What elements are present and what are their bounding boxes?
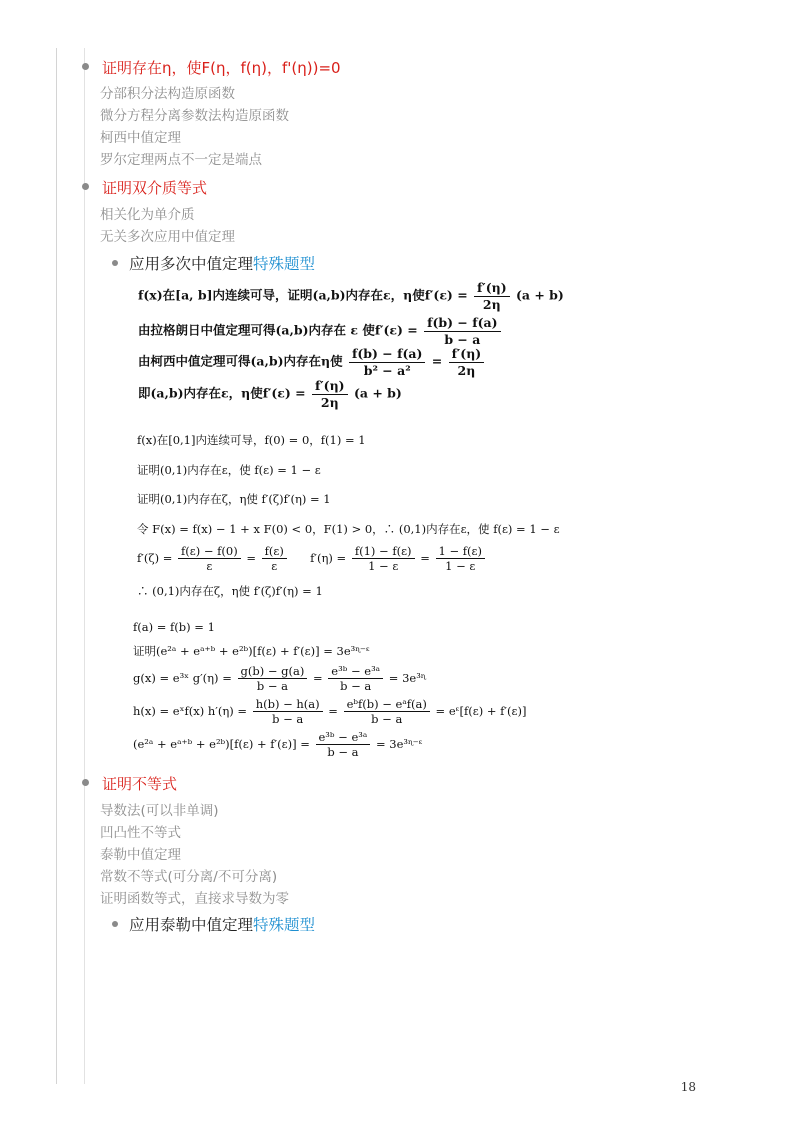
outline-guide-line bbox=[56, 48, 57, 1084]
denominator: b − a bbox=[340, 679, 372, 694]
fraction bbox=[328, 664, 383, 694]
numerator: f′(η) bbox=[312, 378, 348, 395]
formula-text: = 3e³ᶯ⁻ᵋ bbox=[375, 736, 423, 751]
numerator: 1 − f(ε) bbox=[436, 544, 485, 559]
numerator: f(1) − f(ε) bbox=[352, 544, 415, 559]
denominator: ε bbox=[271, 559, 278, 574]
denominator: 1 − ε bbox=[368, 559, 399, 574]
formula-line: 令 F(x) = f(x) − 1 + x F(0) < 0，F(1) > 0，∴ (0,1)内存在ε，使 f(ε) = 1 − ε bbox=[137, 522, 560, 536]
formula-text: f(x)在[a, b]内连续可导，证明(a,b)内存在ε，η使f′(ε) = bbox=[138, 287, 468, 303]
fraction bbox=[238, 664, 308, 694]
formula-line: f(x)在[0,1]内连续可导，f(0) = 0，f(1) = 1 bbox=[137, 433, 366, 447]
denominator: 2η bbox=[482, 296, 501, 312]
formula-text: = bbox=[420, 550, 430, 565]
denominator: 2η bbox=[320, 394, 339, 410]
formula-line bbox=[137, 544, 487, 574]
formula-text: (a + b) bbox=[515, 287, 564, 303]
denominator: b − a bbox=[444, 331, 481, 347]
formula-line: 证明(e²ᵃ + eᵃ⁺ᵇ + e²ᵇ)[f(ε) + f′(ε)] = 3e³ᶯ⁻ᵋ bbox=[133, 644, 370, 658]
bullet-icon bbox=[82, 63, 89, 70]
denominator: b² − a² bbox=[363, 362, 411, 378]
formula-text: = bbox=[328, 703, 338, 718]
numerator: e³ᵇ − e³ᵃ bbox=[316, 730, 371, 745]
denominator: b − a bbox=[256, 679, 288, 694]
formula-line bbox=[138, 346, 486, 378]
fraction bbox=[344, 697, 430, 727]
special-topic-link[interactable]: 特殊题型 bbox=[253, 255, 316, 273]
formula-text: = bbox=[246, 550, 257, 565]
formula-line bbox=[138, 315, 503, 347]
denominator: 2η bbox=[457, 362, 476, 378]
formula-text: g(x) = e³ˣ g′(η) = bbox=[133, 670, 232, 685]
denominator: ε bbox=[206, 559, 213, 574]
formula-text: = bbox=[313, 670, 323, 685]
fraction bbox=[316, 730, 371, 760]
subheading bbox=[129, 252, 315, 274]
numerator: f(ε) − f(0) bbox=[178, 544, 241, 559]
formula-text: = eᵋ[f(ε) + f′(ε)] bbox=[435, 703, 527, 718]
formula-text: 由柯西中值定理可得(a,b)内存在η使 bbox=[138, 353, 343, 369]
bullet-icon bbox=[112, 260, 118, 266]
list-item: 分部积分法构造原函数 bbox=[100, 86, 235, 102]
special-topic-link[interactable]: 特殊题型 bbox=[253, 916, 316, 934]
formula-line bbox=[133, 664, 425, 694]
bullet-icon bbox=[112, 921, 118, 927]
formula-line bbox=[138, 280, 564, 312]
fraction bbox=[474, 280, 510, 312]
formula-line bbox=[133, 697, 526, 727]
bullet-icon bbox=[82, 183, 89, 190]
formula-text: (e²ᵃ + eᵃ⁺ᵇ + e²ᵇ)[f(ε) + f′(ε)] = bbox=[133, 736, 310, 751]
formula-line: 证明(0,1)内存在ε，使 f(ε) = 1 − ε bbox=[137, 463, 321, 477]
formula-line bbox=[138, 378, 402, 410]
bullet-icon bbox=[82, 779, 89, 786]
fraction bbox=[312, 378, 348, 410]
subheading-text: 应用泰勒中值定理 bbox=[129, 916, 254, 934]
formula-line: ∴ (0,1)内存在ζ，η使 f′(ζ)f′(η) = 1 bbox=[137, 584, 323, 598]
numerator: f(b) − f(a) bbox=[349, 346, 425, 363]
formula-text: = 3e³ᶯ bbox=[388, 670, 426, 685]
numerator: g(b) − g(a) bbox=[238, 664, 308, 679]
numerator: h(b) − h(a) bbox=[253, 697, 323, 712]
formula-text: f′(ζ) = bbox=[137, 550, 173, 565]
fraction bbox=[424, 315, 500, 347]
denominator: b − a bbox=[371, 712, 403, 727]
formula-text: h(x) = eˣf(x) h′(η) = bbox=[133, 703, 248, 718]
numerator: f′(η) bbox=[449, 346, 485, 363]
list-item: 证明函数等式，直接求导数为零 bbox=[100, 891, 289, 907]
list-item: 无关多次应用中值定理 bbox=[100, 229, 235, 245]
fraction bbox=[436, 544, 485, 574]
list-item: 微分方程分离参数法构造原函数 bbox=[100, 108, 289, 124]
outline-guide-line-inner bbox=[84, 48, 85, 1084]
formula-text: 由拉格朗日中值定理可得(a,b)内存在 ε 使f′(ε) = bbox=[138, 322, 418, 338]
fraction bbox=[253, 697, 323, 727]
page-number: 18 bbox=[680, 1080, 696, 1094]
numerator: f(b) − f(a) bbox=[424, 315, 500, 332]
list-item: 柯西中值定理 bbox=[100, 130, 181, 146]
numerator: e³ᵇ − e³ᵃ bbox=[328, 664, 383, 679]
numerator: f′(η) bbox=[474, 280, 510, 297]
numerator: f(ε) bbox=[262, 544, 287, 559]
list-item: 导数法(可以非单调) bbox=[100, 803, 219, 819]
denominator: b − a bbox=[327, 745, 359, 760]
numerator: eᵇf(b) − eᵃf(a) bbox=[344, 697, 430, 712]
fraction bbox=[449, 346, 485, 378]
formula-line: f(a) = f(b) = 1 bbox=[133, 620, 215, 634]
formula-text: 即(a,b)内存在ε，η使f′(ε) = bbox=[138, 385, 306, 401]
section-heading: 证明双介质等式 bbox=[102, 179, 208, 197]
formula-text: = bbox=[431, 353, 443, 369]
formula-text: (a + b) bbox=[353, 385, 402, 401]
list-item: 凹凸性不等式 bbox=[100, 825, 181, 841]
denominator: 1 − ε bbox=[445, 559, 476, 574]
section-heading: 证明存在η，使F(η，f(η)，f'(η))=0 bbox=[102, 59, 341, 77]
fraction bbox=[352, 544, 415, 574]
list-item: 罗尔定理两点不一定是端点 bbox=[100, 152, 262, 168]
formula-text: f′(η) = bbox=[310, 550, 347, 565]
list-item: 常数不等式(可分离/不可分离) bbox=[100, 869, 278, 885]
fraction bbox=[178, 544, 241, 574]
subheading bbox=[129, 913, 315, 935]
subheading-text: 应用多次中值定理 bbox=[129, 255, 254, 273]
formula-line bbox=[133, 730, 423, 760]
section-heading: 证明不等式 bbox=[102, 775, 178, 793]
formula-line: 证明(0,1)内存在ζ，η使 f′(ζ)f′(η) = 1 bbox=[137, 492, 331, 506]
list-item: 泰勒中值定理 bbox=[100, 847, 181, 863]
fraction bbox=[262, 544, 287, 574]
list-item: 相关化为单介质 bbox=[100, 207, 195, 223]
denominator: b − a bbox=[272, 712, 304, 727]
fraction bbox=[349, 346, 425, 378]
